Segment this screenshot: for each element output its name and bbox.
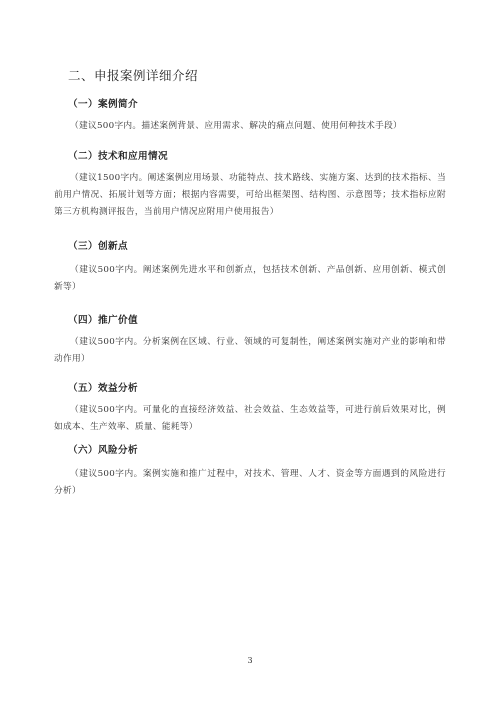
subheading-case-intro: （一）案例简介 [68, 99, 138, 110]
paragraph-benefit-analysis: （建议500字内。可量化的直接经济效益、社会效益、生态效益等，可进行前后效果对比，例如成本、生产效率、质量、能耗等） [54, 405, 446, 432]
subheading-benefit-analysis: （五）效益分析 [68, 383, 138, 394]
subheading-promotion-value: （四）推广价值 [68, 315, 138, 326]
subheading-tech-application: （二）技术和应用情况 [68, 151, 168, 162]
paragraph-tech-application: （建议1500字内。阐述案例应用场景、功能特点、技术路线、实施方案、达到的技术指标、当前用户情况、拓展计划等方面；根据内容需要，可给出框架图、结构图、示意图等；技术指标应附第三方机构测评报告，当前用户情况应附用户使用报告） [54, 173, 446, 217]
section-title: 二、申报案例详细介绍 [68, 68, 199, 83]
page-number: 3 [247, 656, 253, 665]
paragraph-innovation: （建议500字内。阐述案例先进水平和创新点，包括技术创新、产品创新、应用创新、模式创新等） [54, 265, 446, 292]
subheading-risk-analysis: （六）风险分析 [68, 445, 138, 456]
subheading-innovation: （三）创新点 [68, 241, 128, 252]
paragraph-risk-analysis: （建议500字内。案例实施和推广过程中，对技术、管理、人才、资金等方面遇到的风险进行分析） [54, 469, 446, 496]
paragraph-case-intro: （建议500字内。描述案例背景、应用需求、解决的痛点问题、使用何种技术手段） [70, 121, 403, 131]
paragraph-promotion-value: （建议500字内。分析案例在区域、行业、领域的可复制性，阐述案例实施对产业的影响和带动作用） [54, 337, 446, 364]
